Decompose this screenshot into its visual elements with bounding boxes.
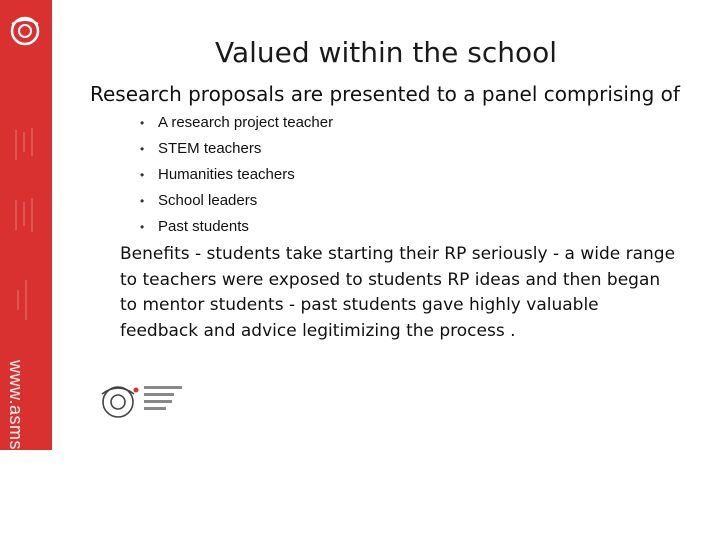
panel-member-list xyxy=(140,112,333,242)
brand-sidebar xyxy=(0,0,52,539)
list-item-text: A research project teacher xyxy=(158,114,334,131)
slide-subtitle: Research proposals are presented to a panel comprising of xyxy=(90,82,680,106)
list-item-text: School leaders xyxy=(158,192,258,209)
bullet-icon: • xyxy=(140,116,145,130)
sidebar-pattern xyxy=(6,120,46,340)
list-item xyxy=(140,138,333,164)
list-item-text: Past students xyxy=(158,218,249,235)
bullet-icon: • xyxy=(140,220,145,234)
list-item xyxy=(140,216,333,242)
slide-title: Valued within the school xyxy=(214,36,557,69)
bullet-icon: • xyxy=(140,168,145,182)
asms-footer-logo xyxy=(96,376,216,426)
list-item xyxy=(140,112,333,138)
list-item-text: Humanities teachers xyxy=(158,166,295,183)
list-item-text: STEM teachers xyxy=(158,140,262,157)
asms-logo-icon xyxy=(8,14,42,48)
website-url: www.asms.sa.edu.au xyxy=(6,360,26,539)
benefits-paragraph: Benefits - students take starting their RP seriously - a wide range to teachers were exposed to students RP ideas and then began to mentor students - past students gave highly valuable feedback and advice legitimizing the process . xyxy=(120,244,676,341)
list-item xyxy=(140,164,333,190)
bullet-icon: • xyxy=(140,194,145,208)
bullet-icon: • xyxy=(140,142,145,156)
list-item xyxy=(140,190,333,216)
